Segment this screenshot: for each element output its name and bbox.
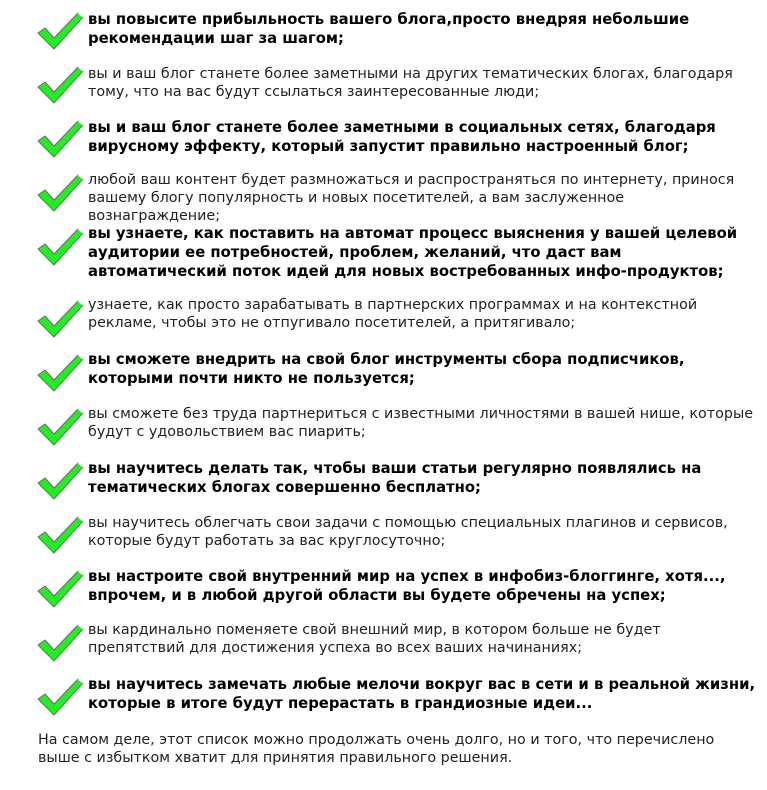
green-checkmark-icon <box>36 299 86 343</box>
benefit-text: вы и ваш блог станете более заметными в социальных сетях, благодаря вирусному эффекту, который запустит правильно настроенный блог; <box>88 119 716 155</box>
green-checkmark-icon <box>36 677 86 721</box>
closing-paragraph: На самом деле, этот список можно продолжать очень долго, но и того, что перечислено выше с избытком хватит для принятия правильного решения. <box>38 732 715 766</box>
benefit-text: вы и ваш блог станете более заметными на других тематических блогах, благодаря тому, что на вас будут ссылаться заинтересованные люди; <box>88 66 733 100</box>
benefit-text: вы научитесь замечать любые мелочи вокруг вас в сети и в реальной жизни, которые в итоге будут перерастать в грандиозные идеи... <box>88 676 756 712</box>
benefit-text: вы узнаете, как поставить на автомат процесс выяснения у вашей целевой аудитории ее потребностей, проблем, желаний, что даст вам автоматический поток идей для новых востребованных инфо-продуктов; <box>88 225 738 280</box>
green-checkmark-icon <box>36 623 86 667</box>
benefit-text: вы сможете внедрить на свой блог инструменты сбора подписчиков, которыми почти никто не пользуется; <box>88 351 685 387</box>
benefit-text: вы научитесь облегчать свои задачи с помощью специальных плагинов и сервисов, которые будут работать за вас круглосуточно; <box>88 515 728 549</box>
benefit-text: вы сможете без труда партнериться с известными личностями в вашей нише, которые будут с удовольствием вас пиарить; <box>88 406 754 440</box>
green-checkmark-icon <box>36 515 86 559</box>
benefit-text: вы научитесь делать так, чтобы ваши статьи регулярно появлялись на тематических блогах совершенно бесплатно; <box>88 460 702 496</box>
green-checkmark-icon <box>36 173 86 217</box>
benefit-text: вы настроите свой внутренний мир на успех в инфобиз-блоггинге, хотя..., впрочем, и в любой другой области вы будете обречены на успех; <box>88 568 726 604</box>
benefit-text: вы повысите прибыльность вашего блога,просто внедряя небольшие рекомендации шаг за шагом; <box>88 11 690 47</box>
green-checkmark-icon <box>36 461 86 505</box>
green-checkmark-icon <box>36 569 86 613</box>
green-checkmark-icon <box>36 119 86 163</box>
green-checkmark-icon <box>36 227 86 271</box>
benefit-text: любой ваш контент будет размножаться и распространяться по интернету, принося вашему блогу популярность и новых посетителей, а вам заслуженное вознаграждение; <box>88 172 735 224</box>
green-checkmark-icon <box>36 11 86 55</box>
green-checkmark-icon <box>36 407 86 451</box>
benefit-text: узнаете, как просто зарабатывать в партнерских программах и на контекстной рекламе, чтобы это не отпугивало посетителей, а притягивало; <box>88 297 698 331</box>
green-checkmark-icon <box>36 65 86 109</box>
green-checkmark-icon <box>36 353 86 397</box>
benefit-text: вы кардинально поменяете свой внешний мир, в котором больше не будет препятствий для достижения успеха во всех ваших начинаниях; <box>88 622 661 656</box>
